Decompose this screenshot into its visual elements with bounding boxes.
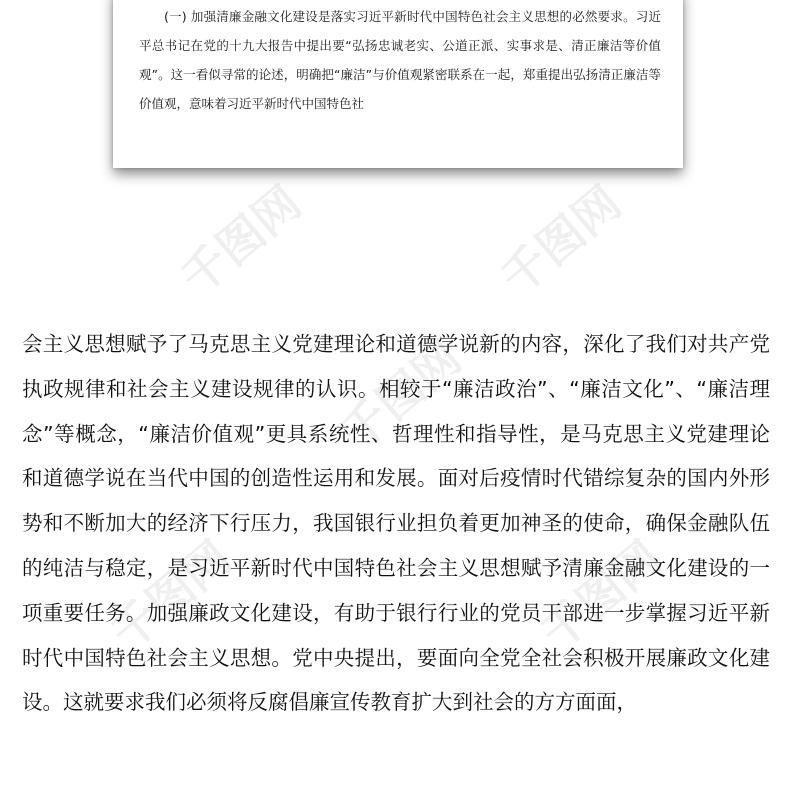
watermark: 千图网 [490,175,632,306]
watermark: 千图网 [100,530,242,661]
watermark: 千图网 [330,330,472,461]
watermark: 千图网 [530,530,672,661]
body-paragraph: 会主义思想赋予了马克思主义党建理论和道德学说新的内容，深化了我们对共产党执政规律和社会主义建设规律的认识。相较于“廉洁政治”、“廉洁文化”、“廉洁理念”等概念，“廉洁价值观”更具系统性、哲理性和指导性，是马克思主义党建理论和道德学说在当代中国的创造性运用和发展。面对后疫情时代错综复杂的国内外形势和不断加大的经济下行压力，我国银行业担负着更加神圣的使命，确保金融队伍的纯洁与稳定，是习近平新时代中国特色社会主义思想赋予清廉金融文化建设的一项重要任务。加强廉政文化建设，有助于银行行业的党员干部进一步掌握习近平新时代中国特色社会主义思想。党中央提出，要面向全党全社会积极开展廉政文化建设。这就要求我们必须将反腐倡廉宣传教育扩大到社会的方方面面， [22,332,770,715]
card-paragraph: (一) 加强清廉金融文化建设是落实习近平新时代中国特色社会主义思想的必然要求。习近平总书记在党的十九大报告中提出要“弘扬忠诚老实、公道正派、实事求是、清正廉洁等价值观”。这一看似寻常的论述，明确把“廉洁”与价值观紧密联系在一起，郑重提出弘扬清正廉洁等价值观，意味着习近平新时代中国特色社 [139,9,661,111]
watermark: 千图网 [170,175,312,306]
preview-card [113,0,683,168]
